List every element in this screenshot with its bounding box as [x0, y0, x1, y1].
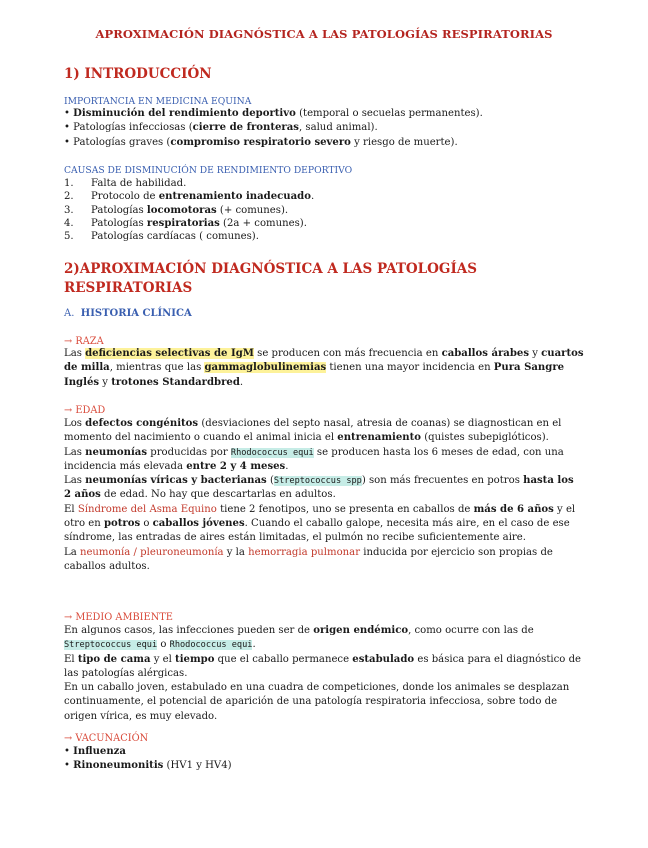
list-item: 2. Protocolo de entrenamiento inadecuado.: [64, 191, 315, 203]
list-item: 5. Patologías cardíacas ( comunes).: [64, 231, 259, 243]
document-title: APROXIMACIÓN DIAGNÓSTICA A LAS PATOLOGÍAS RESPIRATORIAS: [95, 27, 553, 41]
list-item: • Disminución del rendimiento deportivo (temporal o secuelas permanentes).: [64, 108, 483, 119]
historia-clinica-heading: A. HISTORIA CLÍNICA: [64, 308, 192, 319]
list-item: 4. Patologías respiratorias (2a + comunes).: [64, 217, 307, 229]
vacunacion-list: [64, 745, 232, 774]
medio-ambiente-label: → MEDIO AMBIENTE: [64, 612, 173, 623]
section-1-heading: 1) INTRODUCCIÓN: [64, 66, 212, 82]
edad-label: → EDAD: [64, 405, 106, 416]
raza-label: → RAZA: [64, 336, 104, 347]
importancia-list: [64, 107, 483, 150]
list-item: • Patologías infecciosas (cierre de fronteras, salud animal).: [64, 122, 378, 134]
importancia-label: IMPORTANCIA EN MEDICINA EQUINA: [64, 96, 252, 107]
medio-ambiente-paragraph: En algunos casos, las infecciones pueden ser de origen endémico, como ocurre con las de Streptococcus equi o Rhodococcus equi. El tipo de cama y el tiempo que el caballo permanece estabulado es básica para el diagnóstico de las patologías alérgicas. En un caballo joven, estabulado en una cuadra de competiciones, donde los animales se desplazan continuamente, el potencial de aparición de una patología respiratoria infecciosa, sobre todo de origen vírica, es muy elevado.: [64, 625, 582, 722]
list-item: 1. Falta de habilidad.: [64, 178, 187, 189]
causas-label: CAUSAS DE DISMINUCIÓN DE RENDIMIENTO DEPORTIVO: [64, 165, 353, 176]
list-item: 3. Patologías locomotoras (+ comunes).: [64, 204, 289, 216]
raza-paragraph: Las deficiencias selectivas de IgM se producen con más frecuencia en caballos árabes y cuartos de milla, mientras que las gammaglobulinemias tienen una mayor incidencia en Pura Sangre Inglés y trotones Standardbred.: [64, 348, 584, 388]
vacunacion-label: → VACUNACIÓN: [64, 733, 149, 744]
causas-list: [64, 177, 314, 243]
list-item: • Patologías graves (compromiso respiratorio severo y riesgo de muerte).: [64, 136, 458, 148]
edad-paragraph: Los defectos congénitos (desviaciones del septo nasal, atresia de coanas) se diagnostican en el momento del nacimiento o cuando el animal inicia el entrenamiento (quistes subepiglóticos). Las neumonías producidas por Rhodococcus equi se producen hasta los 6 meses de edad, con una incidencia más elevada entre 2 y 4 meses. Las neumonías víricas y bacterianas (Streptococcus spp) son más frecuentes en potros hasta los 2 años de edad. No hay que descartarlas en adultos. El Síndrome del Asma Equino tiene 2 fenotipos, uno se presenta en caballos de más de 6 años y el otro en potros o caballos jóvenes. Cuando el caballo galope, necesita más aire, en el caso de ese síndrome, las entradas de aires están limitadas, el pulmón no recibe suficientemente aire. La neumonía / pleuroneumonía y la hemorragia pulmonar inducida por ejercicio son propias de caballos adultos.: [64, 418, 576, 572]
list-item: • Rinoneumonitis (HV1 y HV4): [64, 760, 232, 772]
section-2-heading: 2)APROXIMACIÓN DIAGNÓSTICA A LAS PATOLOGÍAS RESPIRATORIAS: [64, 261, 477, 296]
list-item: • Influenza: [64, 746, 126, 757]
